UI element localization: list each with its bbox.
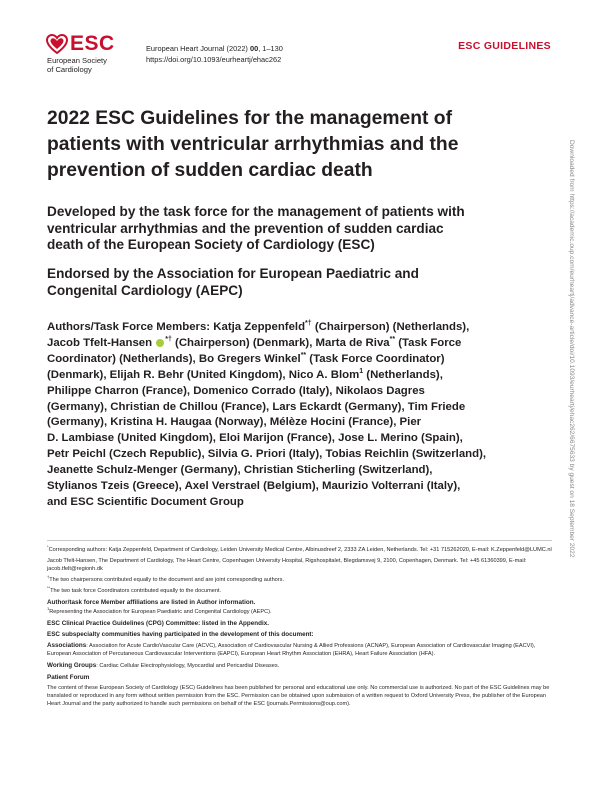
doi-link[interactable]: https://doi.org/10.1093/eurheartj/ehac262 (146, 55, 282, 64)
logo-sub-line: European Society (47, 56, 107, 65)
endorsement (47, 266, 537, 299)
author-footnote-mark: 1 (359, 367, 364, 375)
footnote-heading: ESC subspecialty communities having participated in the development of this document: (47, 631, 314, 639)
author-line: Petr Peichl (Czech Republic), Silvia G. Priori (Italy), Tobias Reichlin (Switzerland), (47, 448, 487, 461)
author-footnote-mark: ** (300, 352, 307, 360)
author-list (47, 320, 552, 511)
subtitle-line: ventricular arrhythmias and the prevention of sudden cardiac (47, 220, 444, 236)
footnote (47, 584, 555, 596)
title-line: prevention of sudden cardiac death (47, 160, 373, 181)
author-text: Coordinator) (Netherlands), Bo Gregers Winkel (47, 352, 301, 365)
esc-logo-subtitle (47, 56, 137, 74)
title-line: patients with ventricular arrhythmias and the (47, 134, 459, 155)
footnote (47, 544, 555, 555)
author-line (47, 320, 552, 336)
footnote (47, 606, 555, 617)
footnote-mark: † (47, 573, 50, 579)
esc-logo-text: ESC (70, 32, 115, 55)
journal-volume: 00 (249, 44, 259, 53)
endorsement-line: Endorsed by the Association for European Paediatric and (47, 266, 419, 281)
copyright-notice: The content of these European Society of Cardiology (ESC) Guidelines has been published for personal and educational use only. No commercial use is authorized. No part of the ESC Guidelines may be translated or reproduced in any form without written permission from the ESC. Permission can be obtained upon submission of a written request to Oxford University Press, the publisher of the European Heart Journal and the party authorized to handle such permissions on behalf of the ESC (journals.Permissions@oup.com). (47, 684, 550, 707)
footnote: Jacob Tfelt-Hansen, The Department of Cardiology, The Heart Centre, Copenhagen University Hospital, Rigshospitalet, Blegdamsvej 9, 2100, Copenhagen, Denmark. Tel: +45 61360399, E-mail: jacob.tfelt@regionh.dk (47, 557, 527, 572)
journal-line (146, 43, 283, 54)
esc-heart-logo-icon (46, 34, 68, 54)
footnote-text: Corresponding authors: Katja Zeppenfeld, Department of Cardiology, Leiden University Medical Centre, Albinusdreef 2, 2333 ZA Leiden, Netherlands. Tel: +31 715262020, E-mail: K.Zeppenfeld@LUMC.nl (48, 547, 552, 553)
footnote-text: Representing the Association for European Paediatric and Congenital Cardiology (AEPC). (49, 609, 272, 616)
author-line: D. Lambiase (United Kingdom), Eloi Marijon (France), Jose L. Merino (Spain), (47, 432, 463, 445)
subtitle-line: Developed by the task force for the management of patients with (47, 204, 465, 219)
journal-pages: , 1–130 (258, 44, 283, 53)
footnote (47, 662, 555, 671)
author-line (47, 352, 552, 368)
footnote-text: The two task force Coordinators contributed equally to the document. (50, 587, 222, 594)
author-text: (Chairperson) (Denmark), Marta de Riva (171, 336, 390, 349)
journal-citation (146, 43, 283, 65)
footnote-label: Associations (47, 642, 87, 650)
orcid-icon[interactable] (156, 339, 164, 347)
author-text: Jacob Tfelt-Hansen (47, 336, 153, 349)
footnotes (47, 544, 555, 712)
footnote-text: : Cardiac Cellular Electrophysiology, Myocardial and Pericardial Diseases. (96, 662, 280, 669)
logo-sub-line: of Cardiology (47, 65, 92, 74)
title-line: 2022 ESC Guidelines for the management of (47, 108, 453, 129)
footnote-text: : Association for Acute CardioVascular Care (ACVC), Association of Cardiovascular Nursing & Allied Professions (ACNAP), European Association of Cardiovascular Imaging (EACVI), European Association of Percutaneous Cardiovascular Interventions (EAPCI), European Heart Rhythm Association (EHRA), Heart Failure Association (HFA). (47, 643, 536, 658)
footnote-mark: * (47, 544, 49, 550)
footnote-heading: Patient Forum (47, 673, 90, 681)
download-side-note: Downloaded from https://academic.oup.com/eurheartj/advance-article/doi/10.1093/eurheartj/ehac262/6675633 by guest on 18 September 2022 (568, 140, 575, 558)
author-footnote-mark: *† (165, 336, 172, 344)
author-line (47, 336, 552, 352)
footnote (47, 573, 555, 585)
author-line: (Germany), Kristina H. Haugaa (Norway), Mélèze Hocini (France), Pier (47, 416, 422, 429)
endorsement-line: Congenital Cardiology (AEPC) (47, 282, 243, 298)
author-line: Jeanette Schulz-Menger (Germany), Christian Sticherling (Switzerland), (47, 464, 433, 477)
subtitle (47, 204, 547, 254)
author-footnote-mark: ** (389, 336, 396, 344)
footnote-mark: 1 (47, 606, 50, 612)
author-line: Stylianos Tzeis (Greece), Axel Verstrael (Belgium), Maurizio Volterrani (Italy), (47, 480, 461, 493)
footnote-label: Working Groups (47, 661, 97, 669)
author-text: (Denmark), Elijah R. Behr (United Kingdom), Nico A. Blom (47, 368, 360, 381)
author-text: (Task Force (395, 336, 462, 349)
author-text: (Task Force Coordinator) (306, 352, 445, 365)
page-title (47, 106, 547, 184)
footnote (47, 642, 555, 659)
author-text: (Netherlands), (363, 368, 443, 381)
author-line (47, 368, 552, 384)
author-line: and ESC Scientific Document Group (47, 495, 244, 508)
footnote-mark: ** (47, 584, 51, 590)
footnote-text: The two chairpersons contributed equally to the document and are joint corresponding authors. (49, 576, 285, 583)
author-line: Philippe Charron (France), Domenico Corrado (Italy), Nikolaos Dagres (47, 384, 425, 397)
author-text: Authors/Task Force Members: Katja Zeppenfeld (47, 321, 306, 333)
author-line: (Germany), Christian de Chillou (France), Lars Eckardt (Germany), Tim Friede (47, 400, 466, 413)
footnote-divider (47, 540, 552, 541)
author-text: (Chairperson) (Netherlands), (311, 321, 470, 333)
esc-guidelines-tag: ESC GUIDELINES (458, 40, 551, 52)
footnote-heading: ESC Clinical Practice Guidelines (CPG) Committee: listed in the Appendix. (47, 620, 269, 628)
footnote-heading: Author/task force Member affiliations are listed in Author information. (47, 598, 256, 606)
subtitle-line: death of the European Society of Cardiology (ESC) (47, 237, 375, 252)
journal-name: European Heart Journal (2022) (146, 44, 250, 53)
author-footnote-mark: *† (305, 320, 312, 328)
